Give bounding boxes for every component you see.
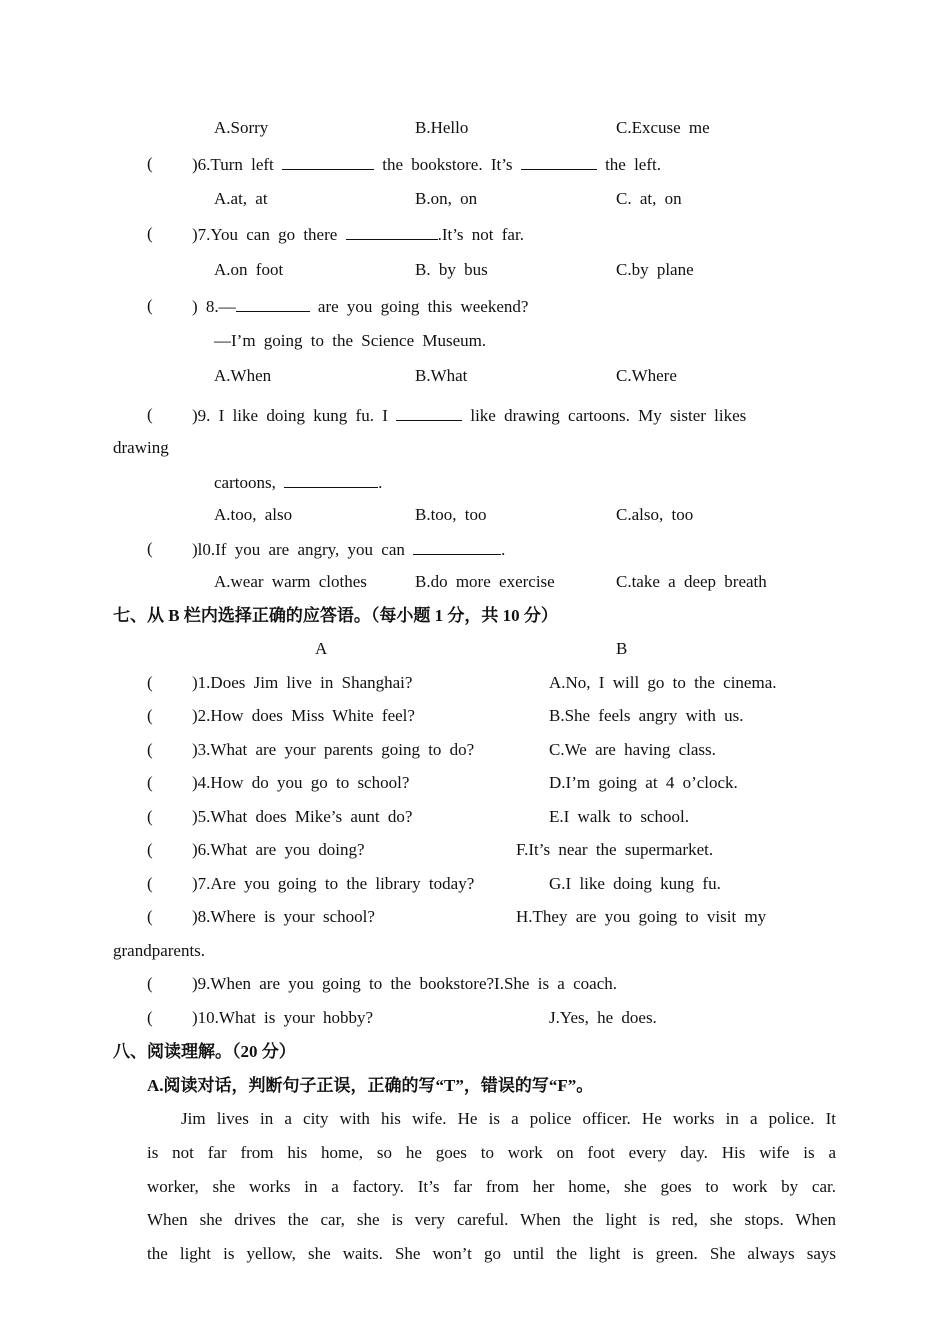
q6-text: )6.Turn left: [192, 155, 274, 174]
s7-row3-paren[interactable]: (: [147, 740, 153, 759]
passage-line-5: the light is yellow, she waits. She won’t go until the light is green. She always says: [147, 1244, 836, 1263]
section7-col-b-header: B: [616, 639, 628, 658]
q7-option-c: C.by plane: [616, 260, 694, 279]
q9-blank-2[interactable]: [284, 471, 378, 488]
s7-row3-question: )3.What are your parents going to do?: [192, 740, 475, 759]
q7-text: )7.You can go there: [192, 225, 338, 244]
s7-row5-paren[interactable]: (: [147, 807, 153, 826]
q6-blank-1[interactable]: [282, 153, 374, 170]
q8-question: [192, 295, 528, 318]
q5-option-b: B.Hello: [415, 118, 469, 137]
q6-answer-paren[interactable]: (: [147, 154, 153, 173]
passage-line-1: Jim lives in a city with his wife. He is a police officer. He works in a police. It: [181, 1109, 836, 1128]
q6-option-a: A.at, at: [214, 189, 268, 208]
q7-option-a: A.on foot: [214, 260, 284, 279]
s7-row8-question: )8.Where is your school?: [192, 907, 375, 926]
s7-row1-paren[interactable]: (: [147, 673, 153, 692]
q6-text-end: the left.: [605, 155, 661, 174]
q10-text: )l0.If you are angry, you can: [192, 540, 405, 559]
q8-text-end: are you going this weekend?: [317, 297, 529, 316]
s7-row4-question: )4.How do you go to school?: [192, 773, 410, 792]
q8-option-b: B.What: [415, 366, 468, 385]
q7-option-b: B. by bus: [415, 260, 488, 279]
passage-line-2: is not far from his home, so he goes to work on foot every day. His wife is a: [147, 1143, 836, 1162]
s7-row9-question: )9.When are you going to the bookstore?I.She is a coach.: [192, 974, 617, 993]
q10-question: [192, 538, 505, 561]
s7-row4-answer: D.I’m going at 4 o’clock.: [549, 773, 738, 792]
passage-line-3: worker, she works in a factory. It’s far from her home, she goes to work by car.: [147, 1177, 836, 1196]
q8-option-c: C.Where: [616, 366, 677, 385]
q7-question: [192, 223, 524, 246]
q7-text-end: .It’s not far.: [437, 225, 524, 244]
q7-blank[interactable]: [346, 223, 438, 240]
q6-question: [192, 153, 661, 176]
q6-option-c: C. at, on: [616, 189, 682, 208]
q9-option-c: C.also, too: [616, 505, 694, 524]
q9-answer-paren[interactable]: (: [147, 405, 153, 424]
s7-row1-question: )1.Does Jim live in Shanghai?: [192, 673, 413, 692]
q8-answer-paren[interactable]: (: [147, 296, 153, 315]
q6-option-b: B.on, on: [415, 189, 478, 208]
s7-row2-paren[interactable]: (: [147, 706, 153, 725]
s7-row6-paren[interactable]: (: [147, 840, 153, 859]
q8-text: ) 8.—: [192, 297, 236, 316]
s7-row5-question: )5.What does Mike’s aunt do?: [192, 807, 413, 826]
s7-row7-paren[interactable]: (: [147, 874, 153, 893]
q10-blank[interactable]: [413, 538, 501, 555]
q9-line2-text: cartoons,: [214, 473, 276, 492]
q8-option-a: A.When: [214, 366, 272, 385]
q9-text-mid: like drawing cartoons. My sister likes: [470, 406, 747, 425]
q5-option-c: C.Excuse me: [616, 118, 710, 137]
s7-row8-answer: H.They are you going to visit my: [516, 907, 767, 926]
section8-subtitle: A.阅读对话，判断句子正误，正确的写“T”，错误的写“F”。: [147, 1076, 594, 1095]
q10-answer-paren[interactable]: (: [147, 539, 153, 558]
q10-text-end: .: [501, 540, 506, 559]
q9-text: )9. I like doing kung fu. I: [192, 406, 388, 425]
s7-row7-question: )7.Are you going to the library today?: [192, 874, 475, 893]
s7-row10-paren[interactable]: (: [147, 1008, 153, 1027]
section7-col-a-header: A: [315, 639, 328, 658]
q9-option-b: B.too, too: [415, 505, 487, 524]
q10-option-a: A.wear warm clothes: [214, 572, 367, 591]
passage-line-4: When she drives the car, she is very careful. When the light is red, she stops. When: [147, 1210, 836, 1229]
q9-option-a: A.too, also: [214, 505, 293, 524]
q6-text-mid: the bookstore. It’s: [382, 155, 513, 174]
s7-row6-question: )6.What are you doing?: [192, 840, 365, 859]
q6-blank-2[interactable]: [521, 153, 597, 170]
s7-row10-answer: J.Yes, he does.: [549, 1008, 657, 1027]
s7-row6-answer: F.It’s near the supermarket.: [516, 840, 714, 859]
section7-title: 七、从 B 栏内选择正确的应答语。（每小题 1 分，共 10 分）: [113, 606, 558, 625]
s7-row5-answer: E.I walk to school.: [549, 807, 689, 826]
s7-row10-question: )10.What is your hobby?: [192, 1008, 374, 1027]
q9-question: [192, 404, 746, 427]
q5-option-a: A.Sorry: [214, 118, 269, 137]
section8-title: 八、阅读理解。（20 分）: [113, 1042, 296, 1061]
s7-row1-answer: A.No, I will go to the cinema.: [549, 673, 777, 692]
q9-wrap-text: drawing: [113, 438, 169, 457]
q10-option-c: C.take a deep breath: [616, 572, 767, 591]
q9-blank-1[interactable]: [396, 404, 462, 421]
s7-row4-paren[interactable]: (: [147, 773, 153, 792]
s7-row2-question: )2.How does Miss White feel?: [192, 706, 415, 725]
s7-row8-paren[interactable]: (: [147, 907, 153, 926]
s7-row2-answer: B.She feels angry with us.: [549, 706, 744, 725]
q9-line2-end: .: [378, 473, 383, 492]
s7-row9-paren[interactable]: (: [147, 974, 153, 993]
q10-option-b: B.do more exercise: [415, 572, 555, 591]
s7-row7-answer: G.I like doing kung fu.: [549, 874, 721, 893]
q8-blank[interactable]: [236, 295, 310, 312]
s7-row3-answer: C.We are having class.: [549, 740, 716, 759]
q8-answer-line: —I’m going to the Science Museum.: [214, 331, 487, 350]
q9-line2: [214, 471, 382, 494]
s7-row8-answer-wrap: grandparents.: [113, 941, 206, 960]
q7-answer-paren[interactable]: (: [147, 224, 153, 243]
